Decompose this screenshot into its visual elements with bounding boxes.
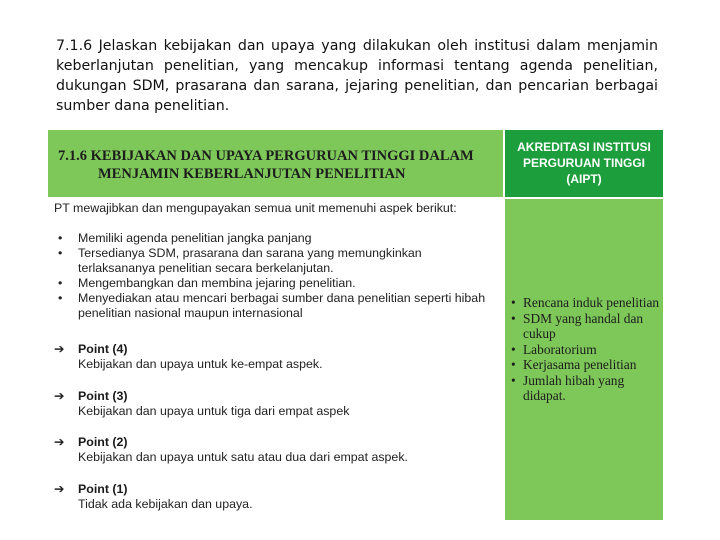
list-item: • Jumlah hibah yang didapat. xyxy=(511,373,661,404)
point-1-block xyxy=(54,482,494,512)
list-item: • Tersedianya SDM, prasarana dan sarana yang memungkinkan terlaksananya penelitian secara berkelanjutan. xyxy=(54,246,494,276)
point-2-block xyxy=(54,435,494,465)
right-header-line2: PERGURUAN TINGGI xyxy=(522,156,645,170)
list-item: • SDM yang handal dan cukup xyxy=(511,311,661,342)
point-label: Point (3) xyxy=(78,389,128,403)
aspect-list xyxy=(54,231,494,321)
arrow-right-icon: ➔ xyxy=(54,435,65,449)
arrow-right-icon: ➔ xyxy=(54,482,65,496)
lead-text: PT mewajibkan dan mengupayakan semua unit memenuhi aspek berikut: xyxy=(54,201,457,215)
table-right-header xyxy=(505,130,663,197)
right-header-line1: AKREDITASI INSTITUSI xyxy=(517,140,651,154)
left-header-title xyxy=(58,147,498,183)
point-label: Point (1) xyxy=(78,482,128,496)
right-header-title xyxy=(505,130,663,187)
intro-paragraph: 7.1.6 Jelaskan kebijakan dan upaya yang dilakukan oleh institusi dalam menjamin keberlanjutan penelitian, yang mencakup informasi tentang agenda penelitian, dukungan SDM, prasarana dan sarana, jejaring penelitian, dan pencarian berbagai sumber dana penelitian. xyxy=(56,38,658,114)
point-3-block xyxy=(54,389,494,419)
point-description: Kebijakan dan upaya untuk tiga dari empat aspek xyxy=(78,404,350,418)
left-header-line1: 7.1.6 KEBIJAKAN DAN UPAYA PERGURUAN TINGGI DALAM xyxy=(58,148,474,164)
arrow-right-icon: ➔ xyxy=(54,342,65,356)
table-right-cell xyxy=(505,199,663,520)
table-left-header xyxy=(48,130,503,197)
list-item: • Menyediakan atau mencari berbagai sumber dana penelitian seperti hibah penelitian nasional maupun internasional xyxy=(54,291,494,321)
point-4-block xyxy=(54,342,494,372)
list-item: • Memiliki agenda penelitian jangka panjang xyxy=(54,231,494,246)
list-item: • Rencana induk penelitian xyxy=(511,295,661,311)
aipt-criteria-list xyxy=(511,295,661,404)
point-description: Tidak ada kebijakan dan upaya. xyxy=(78,497,253,511)
point-description: Kebijakan dan upaya untuk ke-empat aspek. xyxy=(78,357,323,371)
table-left-cell xyxy=(48,199,503,520)
point-description: Kebijakan dan upaya untuk satu atau dua dari empat aspek. xyxy=(78,450,408,464)
point-label: Point (2) xyxy=(78,435,128,449)
left-header-line2: MENJAMIN KEBERLANJUTAN PENELITIAN xyxy=(98,166,406,182)
list-item: • Kerjasama penelitian xyxy=(511,357,661,373)
right-header-line3: (AIPT) xyxy=(566,172,602,186)
point-label: Point (4) xyxy=(78,342,128,356)
list-item: • Laboratorium xyxy=(511,342,661,358)
list-item: • Mengembangkan dan membina jejaring penelitian. xyxy=(54,276,494,291)
arrow-right-icon: ➔ xyxy=(54,389,65,403)
